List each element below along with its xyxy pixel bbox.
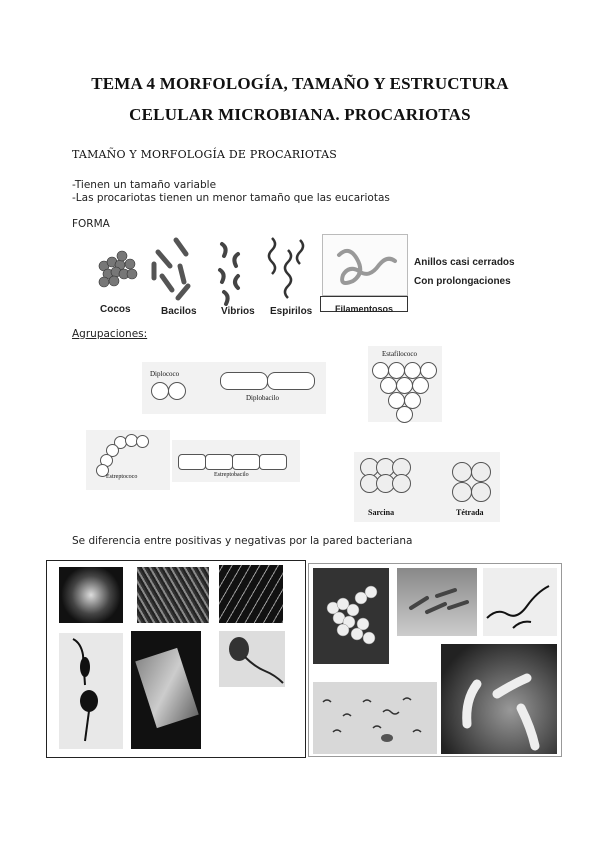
flagellated-svg — [219, 631, 285, 687]
micrograph-cocci — [59, 567, 123, 623]
diplo-figure — [142, 362, 326, 414]
tetrada-figure — [418, 452, 500, 522]
estreptobacilo-cell — [259, 454, 287, 470]
sarcina-figure — [354, 452, 418, 522]
tetrada-cell — [452, 482, 472, 502]
estreptobacilo-figure — [172, 440, 300, 482]
curved-rods-sem-svg — [441, 644, 557, 754]
diplobacilo-cell-2 — [267, 372, 315, 390]
cocci-sem-svg — [313, 568, 389, 664]
page-title-line-1: TEMA 4 MORFOLOGÍA, TAMAÑO Y ESTRUCTURA — [91, 74, 509, 93]
filament-label-box — [320, 296, 408, 312]
bullet-2: -Las procariotas tienen un menor tamaño que las eucariotas — [72, 192, 390, 204]
diplococo-label: Diplococo — [150, 370, 180, 378]
micrograph-bacilli-mass — [137, 567, 209, 623]
vibrio-illustration — [220, 244, 238, 304]
estreptobacilo-cell — [232, 454, 260, 470]
estreptobacilo-cell — [178, 454, 206, 470]
micrograph-flagellated — [219, 631, 285, 687]
tetrada-cell — [471, 482, 491, 502]
agrupaciones-label: Agrupaciones: — [72, 328, 148, 340]
estrepto-cell — [136, 435, 149, 448]
estreptococo-label: Estreptococo — [106, 474, 138, 480]
spirochete-svg — [483, 568, 557, 636]
prostheca-svg — [59, 633, 123, 749]
note-anillos: Anillos casi cerrados — [414, 257, 515, 268]
estafilococo-figure — [368, 346, 442, 422]
section-heading: TAMAÑO Y MORFOLOGÍA DE PROCARIOTAS — [72, 148, 337, 161]
estafilococo-label: Estafilococo — [382, 350, 417, 358]
bullet-1: -Tienen un tamaño variable — [72, 179, 217, 191]
micrograph-panel-right — [308, 563, 562, 757]
estreptobacilo-cell — [205, 454, 233, 470]
diplococo-cell-1 — [151, 382, 169, 400]
micrograph-panel-left — [46, 560, 306, 758]
sarcina-label: Sarcina — [368, 508, 395, 517]
tetrada-label: Tétrada — [456, 508, 484, 517]
vibrios-lm-svg — [313, 682, 437, 754]
diplobacilo-label: Diplobacilo — [246, 394, 280, 402]
micrograph-spirochete — [483, 568, 557, 636]
diplobacilo-cell-1 — [220, 372, 268, 390]
tetrada-cell — [471, 462, 491, 482]
square-cell-shape — [135, 648, 198, 728]
page-title-line-2: CELULAR MICROBIANA. PROCARIOTAS — [129, 105, 471, 124]
tetrada-cell — [452, 462, 472, 482]
estafilo-cell — [396, 406, 413, 423]
filament-label: Filamentosos — [334, 304, 393, 314]
micrograph-square-cell — [131, 631, 201, 749]
estreptobacilo-label: Estreptobacilo — [214, 472, 249, 478]
filament-figure — [322, 234, 408, 296]
sarcina-cell — [392, 474, 411, 493]
shape-label-espirilos: Espirilos — [270, 306, 313, 317]
pared-text: Se diferencia entre positivas y negativas por la pared bacteriana — [72, 535, 413, 547]
shape-label-vibrios: Vibrios — [221, 306, 255, 317]
micrograph-filaments — [219, 565, 283, 623]
diplococo-cell-2 — [168, 382, 186, 400]
micrograph-vibrios-lm — [313, 682, 437, 754]
note-prolongaciones: Con prolongaciones — [414, 276, 511, 287]
micrograph-cocci-sem — [313, 568, 389, 664]
micrograph-curved-rods-sem — [441, 644, 557, 754]
rods-sem-svg — [397, 568, 477, 636]
micrograph-rods-sem — [397, 568, 477, 636]
spirilla-illustration — [269, 238, 303, 298]
filament-svg — [323, 235, 407, 295]
forma-label: FORMA — [72, 218, 110, 230]
shape-label-cocos: Cocos — [100, 304, 131, 315]
cocci-illustration — [99, 251, 137, 287]
micrograph-prostheca — [59, 633, 123, 749]
shape-label-bacilos: Bacilos — [161, 306, 197, 317]
bacilli-illustration — [154, 240, 188, 298]
estreptococo-figure — [86, 430, 170, 490]
